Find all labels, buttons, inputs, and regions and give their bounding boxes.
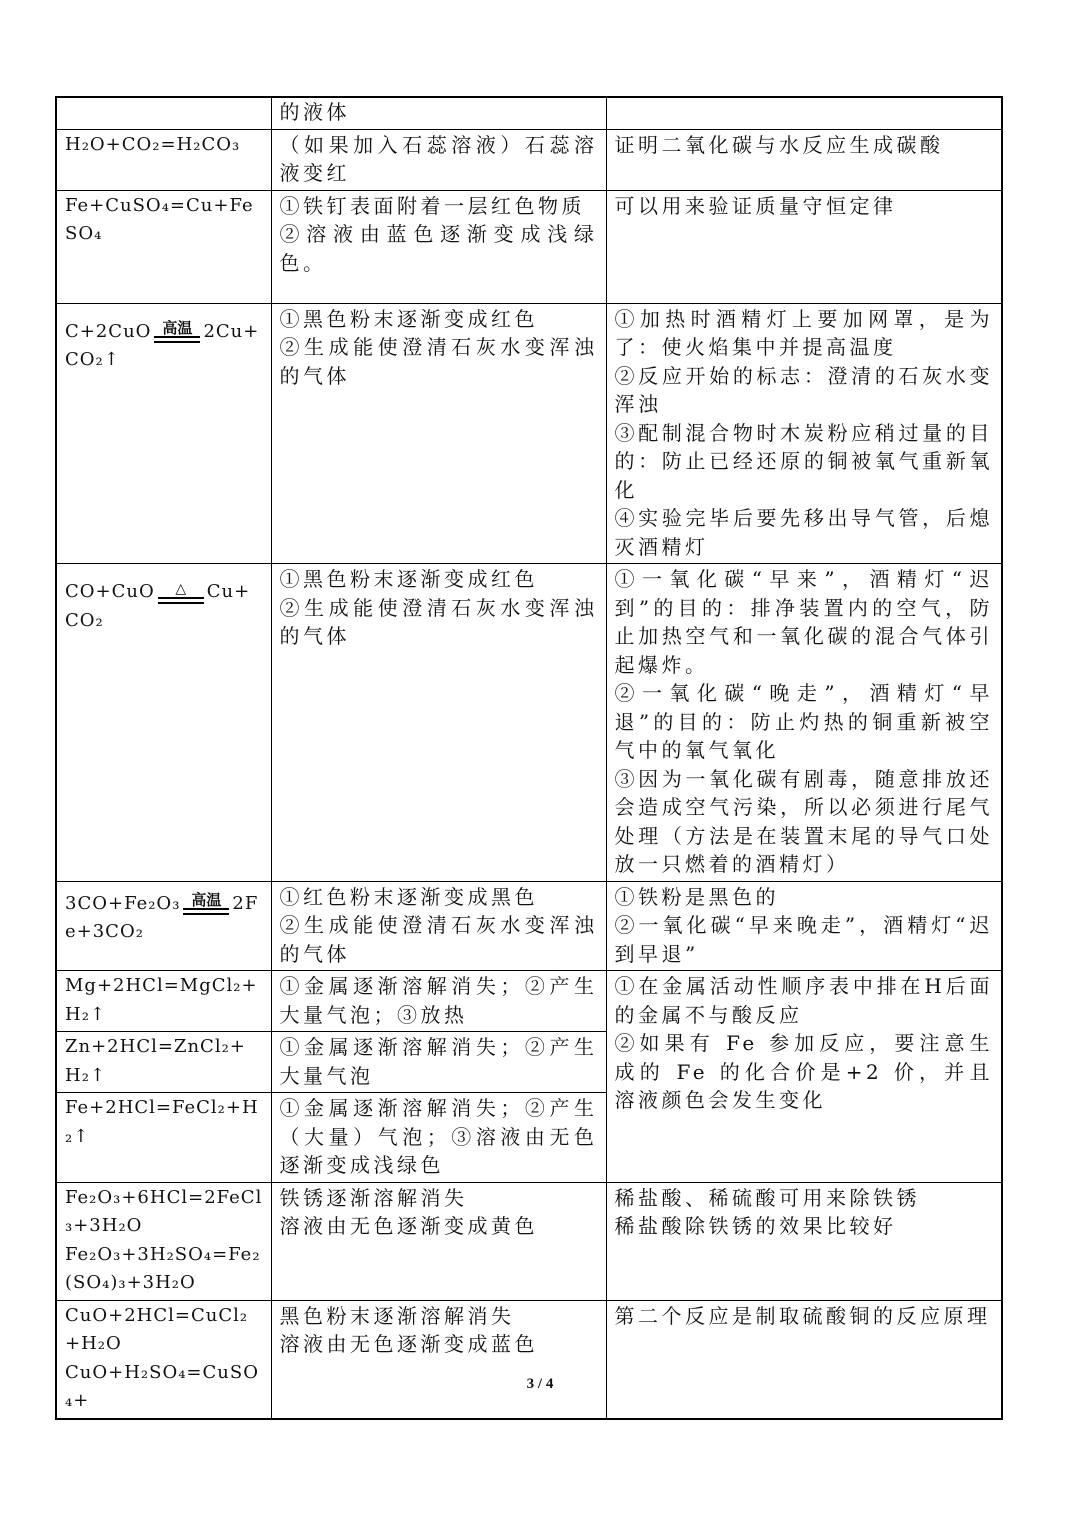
equation-reactants: CO+CuO [65,581,155,602]
equation-cell [56,1300,271,1419]
equation-cell [56,564,271,882]
table-row [56,1300,1002,1419]
note-text: 证明二氧化碳与水反应生成碳酸 [614,132,944,157]
table-row [56,129,1002,190]
note-text: ④实验完毕后要先移出导气管，后熄灭酒精灯 [614,506,993,559]
table-row [56,97,1002,129]
note-text: ①在金属活动性顺序表中排在H后面的金属不与酸反应 [614,974,993,1027]
condition-label: 高温 [191,891,222,909]
phenomenon-text: ②生成能使澄清石灰水变浑浊的气体 [279,335,598,388]
equation-text: H₂O+CO₂=H₂CO₃ [65,133,241,155]
phenomenon-cell [271,129,606,190]
phenomenon-cell [271,1093,606,1183]
phenomenon-cell [271,1300,606,1419]
reaction-condition [156,581,206,607]
note-text: ③因为一氧化碳有剧毒，随意排放还会造成空气污染，所以必须进行尾气处理（方法是在装置末尾的导气口处放一只燃着的酒精灯） [614,766,993,876]
note-text: ①加热时酒精灯上要加网罩，是为了：使火焰集中并提高温度 [614,306,993,359]
note-text: ②一氧化碳“晚走”，酒精灯“早退”的目的：防止灼热的铜重新被空气中的氧气氧化 [614,681,993,762]
note-text: ②一氧化碳“早来晚走”，酒精灯“迟到早退” [614,913,993,966]
phenomenon-text: ②生成能使澄清石灰水变浑浊的气体 [279,595,598,648]
phenomenon-text: 溶液由无色逐渐变成黄色 [279,1214,538,1238]
phenomenon-text: ②溶液由蓝色逐渐变成浅绿色。 [279,222,598,275]
phenomenon-text: 铁锈逐渐溶解消失 [279,1185,468,1210]
note-cell [606,1182,1002,1300]
equation-products: 2Cu+CO₂↑ [65,320,260,370]
equation-reactants: C+2CuO [65,320,152,342]
note-cell [606,303,1002,564]
note-cell [606,1300,1002,1419]
equation-text: Fe₂O₃+3H₂SO₄=Fe₂(SO₄)₃+3H₂O [65,1243,261,1293]
phenomenon-text: ①红色粉末逐渐变成黑色 [279,884,538,909]
reaction-condition [181,892,231,918]
note-text: 第二个反应是制取硫酸铜的反应原理 [614,1303,991,1328]
phenomenon-cell [271,971,606,1032]
phenomenon-cell [271,1032,606,1093]
table-row [56,971,1002,1032]
equation-text: Fe+CuSO₄=Cu+FeSO₄ [65,194,254,244]
phenomenon-cell [271,564,606,882]
note-text: 可以用来验证质量守恒定律 [614,193,897,218]
table-row [56,303,1002,564]
note-text: ②反应开始的标志：澄清的石灰水变浑浊 [614,363,993,416]
equation-cell [56,1093,271,1183]
equation-cell [56,971,271,1032]
table-row [56,564,1002,882]
note-cell [606,881,1002,971]
phenomenon-text: ①金属逐渐溶解消失；②产生（大量）气泡；③溶液由无色逐渐变成浅绿色 [279,1096,598,1177]
phenomenon-cell [271,1182,606,1300]
equation-products: Cu+CO₂ [65,581,251,631]
equation-cell [56,303,271,564]
note-text: ①一氧化碳“早来”，酒精灯“迟到”的目的：排净装置内的空气，防止加热空气和一氧化碳的混合气体引起爆炸。 [614,567,993,677]
chemistry-reaction-table [55,96,1003,1420]
phenomenon-cell [271,881,606,971]
note-cell [606,564,1002,882]
reaction-condition [152,320,202,346]
phenomenon-text: ①铁钉表面附着一层红色物质 [279,193,585,218]
equation-text: Fe₂O₃+6HCl=2FeCl₃+3H₂O [65,1186,263,1236]
phenomenon-text: 黑色粉末逐渐溶解消失 [279,1303,515,1328]
note-cell [606,129,1002,190]
phenomenon-cell [271,303,606,564]
equation-text: CuO+H₂SO₄=CuSO₄+ [65,1361,259,1411]
condition-label: 高温 [162,319,193,337]
phenomenon-cell [271,97,606,129]
note-cell [606,97,1002,129]
phenomenon-text: ①金属逐渐溶解消失；②产生大量气泡 [279,1035,598,1088]
phenomenon-cell [271,190,606,303]
equation-products: 2Fe+3CO₂ [65,892,259,942]
table-row [56,190,1002,303]
note-cell [606,190,1002,303]
equation-text: Zn+2HCl=ZnCl₂+H₂↑ [65,1036,246,1086]
phenomenon-text: ①黑色粉末逐渐变成红色 [279,567,538,591]
phenomenon-text: ②生成能使澄清石灰水变浑浊的气体 [279,913,598,966]
note-text: 稀盐酸除铁锈的效果比较好 [614,1214,897,1238]
equation-reactants: 3CO+Fe₂O₃ [65,892,181,914]
equation-cell [56,1182,271,1300]
note-text: ①铁粉是黑色的 [614,884,779,909]
phenomenon-text: ①黑色粉末逐渐变成红色 [279,306,538,331]
phenomenon-text: 溶液由无色逐渐变成蓝色 [279,1332,538,1356]
phenomenon-text: ①金属逐渐溶解消失；②产生大量气泡；③放热 [279,974,598,1027]
table-row [56,881,1002,971]
phenomenon-text: （如果加入石蕊溶液）石蕊溶液变红 [279,132,598,185]
table-row [56,1182,1002,1300]
note-text: 稀盐酸、稀硫酸可用来除铁锈 [614,1185,920,1210]
note-text: ②如果有 Fe 参加反应，要注意生成的 Fe 的化合价是+2 价，并且溶液颜色会发生变化 [614,1031,993,1112]
equation-text: Fe+2HCl=FeCl₂+H₂↑ [65,1097,259,1147]
equation-cell [56,1032,271,1093]
equation-text: CuO+2HCl=CuCl₂+H₂O [65,1304,249,1354]
page-number: 3 / 4 [526,1376,554,1392]
note-text: ③配制混合物时木炭粉应稍过量的目的：防止已经还原的铜被氧气重新氧化 [614,420,993,502]
equation-cell [56,881,271,971]
equation-text: Mg+2HCl=MgCl₂+H₂↑ [65,975,258,1025]
equation-cell [56,97,271,129]
note-cell [606,971,1002,1183]
equation-cell [56,190,271,303]
equation-cell [56,129,271,190]
heat-triangle-icon: △ [175,580,187,597]
phenomenon-text: 的液体 [279,100,350,124]
